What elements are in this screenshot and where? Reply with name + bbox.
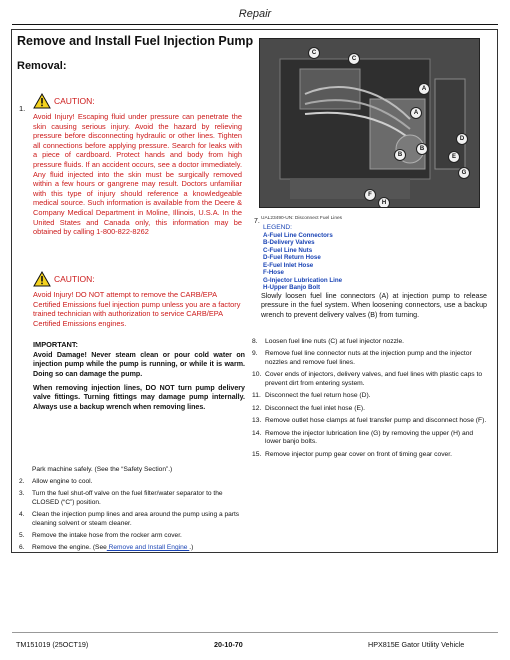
page-header-title: Repair [238, 8, 272, 20]
legend-item: H-Upper Banjo Bolt [263, 284, 321, 291]
legend-item: D-Fuel Return Hose [263, 254, 321, 261]
step-text: Park machine safely. (See the “Safety Section”.) [32, 466, 173, 473]
engine-photo [259, 38, 480, 208]
footer-product-name: HPX815E Gator Utility Vehicle [368, 640, 465, 649]
callout-f: F [364, 189, 376, 201]
footer-page-number: 20-10-70 [214, 640, 243, 649]
step-item [19, 544, 245, 553]
step-number: 13. [252, 417, 262, 425]
step-number: 11. [252, 392, 261, 400]
important-heading: IMPORTANT: [33, 340, 79, 349]
step-item [19, 490, 245, 507]
step-item [19, 478, 245, 487]
step-item [252, 417, 490, 426]
step-text: Disconnect the fuel return hose (D). [265, 392, 371, 400]
step-item [19, 532, 245, 541]
removal-steps-right [252, 338, 490, 463]
legend-item: G-Injector Lubrication Line [263, 276, 343, 284]
step-number: 5. [19, 531, 25, 539]
warning-triangle-icon [33, 93, 51, 109]
step-number-7: 7. [254, 218, 260, 225]
engine-illustration [260, 39, 480, 208]
step-item [252, 451, 490, 460]
step-text-suffix: .) [189, 544, 194, 552]
step-number: 10. [252, 371, 262, 379]
step-item [19, 511, 245, 528]
callout-b: B [416, 143, 428, 155]
step-number: 6. [19, 544, 25, 552]
important-text-steam-clean: Avoid Damage! Never steam clean or pour cold water on injection pump while the pump is running, or while it is warm. Doing so can damage the pump. [33, 351, 245, 378]
step-number: 8. [252, 338, 258, 345]
caution-text-carb-epa: Avoid Injury! DO NOT attempt to remove the CARB/EPA Certified Emissions fuel injection pump unless you are a factory trained technician with authorization to service CARB/EPA Certified Emissions engines. [33, 290, 241, 328]
caution-label: CAUTION: [54, 96, 95, 106]
callout-c: C [308, 47, 320, 59]
step-text [32, 544, 245, 553]
figure-caption: UAL23490-UN: Disconnect Fuel Lines [261, 216, 343, 221]
legend-item: B-Delivery Valves [263, 239, 315, 246]
remove-install-engine-link[interactable]: Remove and Install Engine [106, 544, 190, 552]
step-item [252, 405, 490, 414]
section-heading-removal: Removal: [17, 60, 67, 72]
step-item [19, 466, 245, 475]
step-number: 4. [19, 511, 25, 519]
legend-title: LEGEND: [263, 224, 292, 231]
callout-g: G [458, 167, 470, 179]
caution-label: CAUTION: [54, 274, 95, 284]
legend-item: A-Fuel Line Connectors [263, 231, 333, 239]
page-title: Remove and Install Fuel Injection Pump [17, 34, 254, 48]
legend-item: F-Hose [263, 269, 284, 276]
step-number: 2. [19, 478, 25, 486]
step-text: Remove the injector lubrication line (G) by removing the upper (H) and lower banjo bolts. [265, 429, 474, 446]
step-item [252, 392, 490, 401]
callout-c: C [348, 53, 360, 65]
removal-steps-left [19, 466, 245, 556]
step-text: Allow engine to cool. [32, 478, 93, 486]
step-number: 9. [252, 350, 258, 358]
legend-item: C-Fuel Line Nuts [263, 246, 313, 254]
step-text-prefix: Remove the engine. (See [32, 544, 107, 552]
step-7-text: Slowly loosen fuel line connectors (A) at injection pump to release pressure in the fuel system. When loosening connectors, use a backup wrench to prevent delivery valves (B) from turning. [261, 292, 487, 319]
caution-heading-1 [33, 93, 95, 109]
warning-triangle-icon [33, 271, 51, 287]
callout-a: A [418, 83, 430, 95]
step-item [252, 430, 490, 447]
step-number-1: 1. [19, 104, 26, 113]
step-text: Remove outlet hose clamps at fuel transfer pump and disconnect hose (F). [265, 417, 487, 425]
step-text: Cover ends of injectors, delivery valves, and fuel lines with plastic caps to prevent dirt from entering system. [265, 371, 483, 387]
step-text: Clean the injection pump lines and area around the pump using a parts cleaning solvent or steam cleaner. [32, 511, 240, 527]
callout-b: B [394, 149, 406, 161]
step-text: Remove fuel line connector nuts at the injection pump and the injector nozzles and remove fuel lines. [265, 350, 472, 366]
caution-heading-2 [33, 271, 95, 287]
callout-e: E [448, 151, 460, 163]
step-text: Disconnect the fuel inlet hose (E). [265, 404, 365, 412]
step-item [252, 338, 490, 347]
step-text: Remove injector pump gear cover on front of timing gear cover. [265, 450, 452, 458]
callout-d: D [456, 133, 468, 145]
header-divider [12, 24, 498, 25]
step-item [252, 371, 490, 388]
caution-text-injection-fluid: Avoid Injury! Escaping fluid under pressure can penetrate the skin causing serious injury. Avoid the hazard by relieving pressure before disconnecting hydraulic or other lines. Tighten all connections before applying pressure. Search for leaks with a piece of cardboard. Protect hands and body from high pressure fluids. If an accident occurs, see a doctor immediately. Any fluid injected into the skin must be surgically removed within a few hours or gangrene may result. Doctors unfamiliar with this type of injury should reference a knowledgeable medical source. Such information is available from the Deere & Company Medical Department in Moline, Illinois, U.S.A. In the United States and Canada only, this information may be obtained by calling 1-800-822-8262 [33, 112, 242, 237]
step-item [252, 350, 490, 367]
step-number: 14. [252, 429, 262, 437]
callout-h: H [378, 197, 390, 208]
step-number: 3. [19, 490, 25, 498]
footer-divider [12, 632, 498, 633]
step-number: 15. [252, 450, 262, 458]
step-text: Loosen fuel line nuts (C) at fuel injector nozzle. [265, 338, 405, 345]
step-text: Turn the fuel shut-off valve on the fuel filter/water separator to the CLOSED (“C”) position. [32, 490, 223, 506]
callout-a: A [410, 107, 422, 119]
step-number: 12. [252, 404, 262, 412]
important-text-injection-lines: When removing injection lines, DO NOT turn pump delivery valve fittings. Turning fittings may damage pump internally. Always use a backup wrench when removing lines. [33, 384, 245, 411]
legend-item: E-Fuel Inlet Hose [263, 261, 314, 269]
footer-doc-id: TM151019 (25OCT19) [16, 640, 89, 649]
figure-legend [263, 224, 342, 292]
step-text: Remove the intake hose from the rocker arm cover. [32, 531, 182, 539]
